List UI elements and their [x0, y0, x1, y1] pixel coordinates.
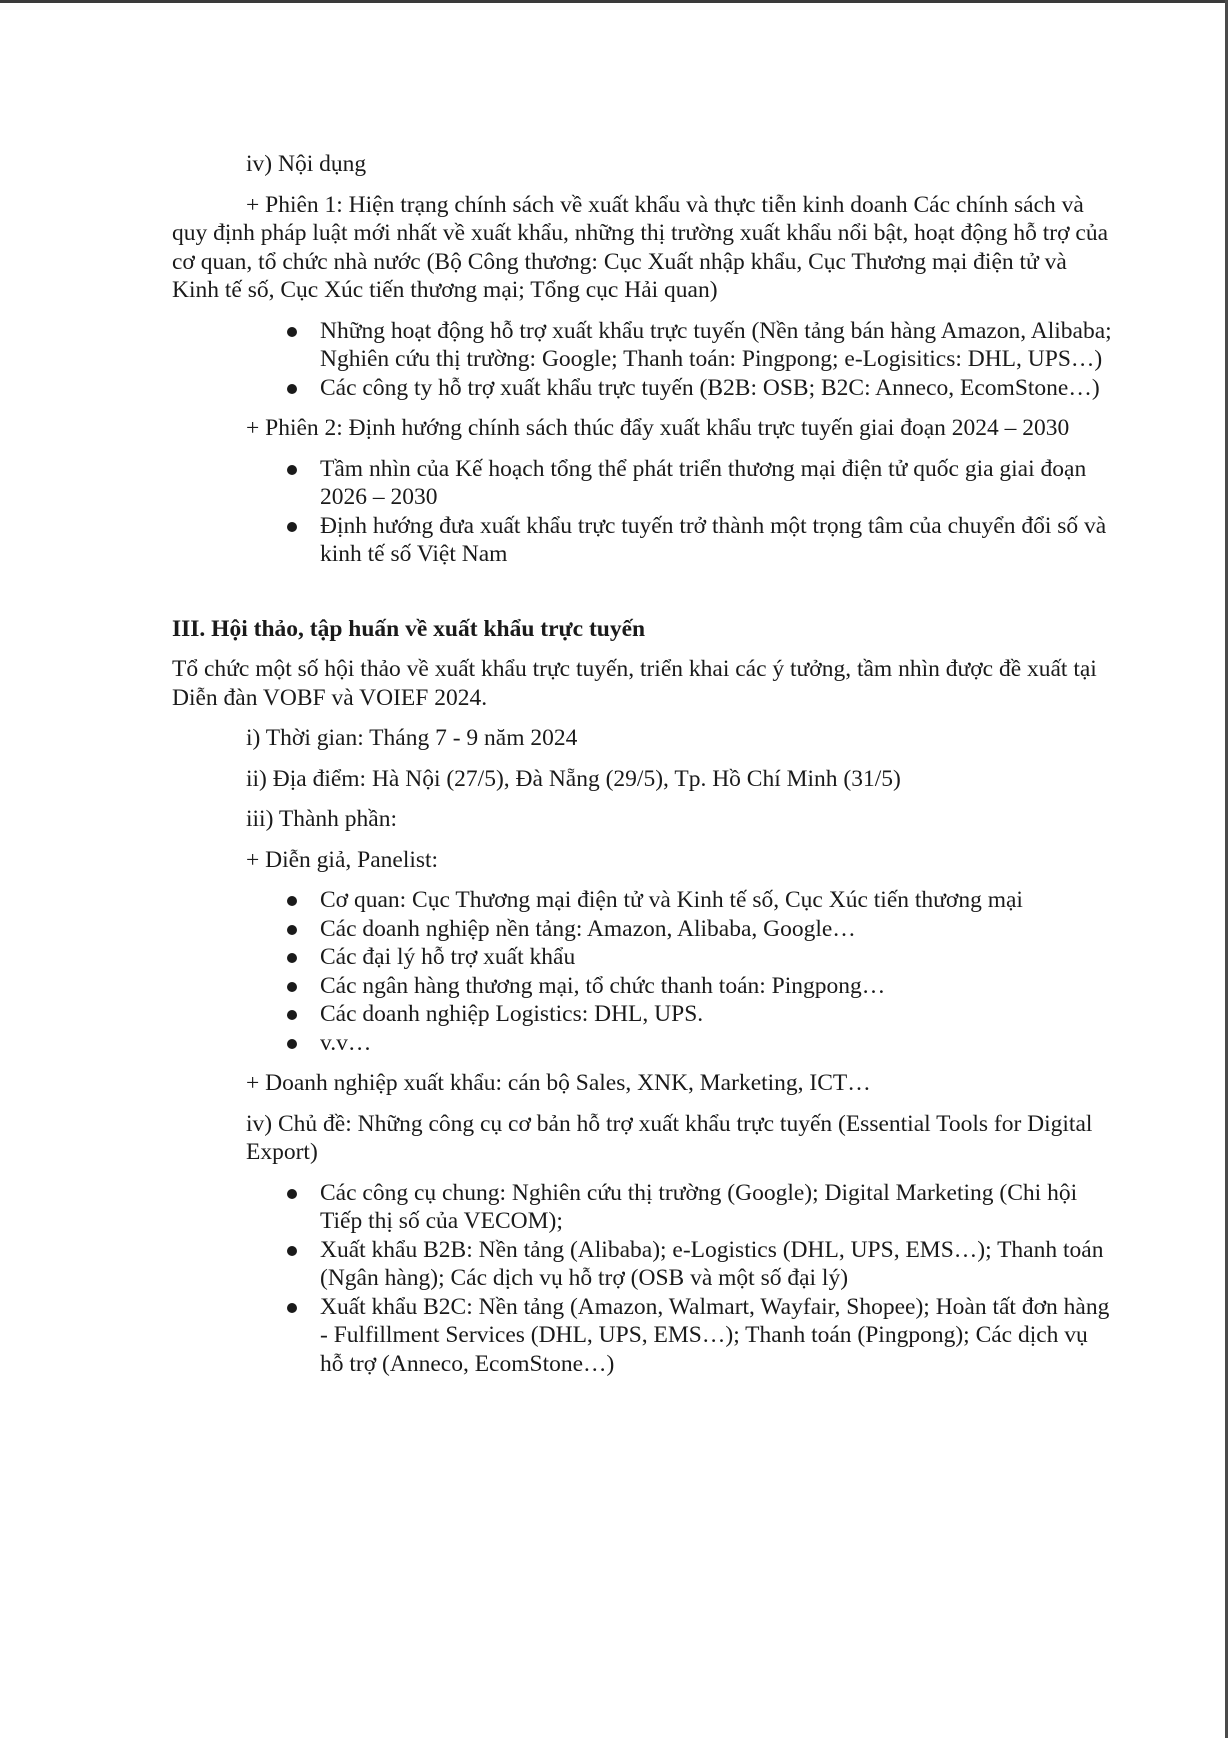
session2-paragraph: + Phiên 2: Định hướng chính sách thúc đẩy xuất khẩu trực tuyến giai đoạn 2024 – 2030 — [246, 415, 1070, 441]
list-item — [320, 943, 1112, 972]
list-item-text: Các công ty hỗ trợ xuất khẩu trực tuyến (B2B: OSB; B2C: Anneco, EcomStone…) — [320, 374, 1100, 401]
list-item — [320, 1236, 1112, 1293]
participants-title: iii) Thành phần: — [246, 806, 397, 832]
list-item-text: Cơ quan: Cục Thương mại điện tử và Kinh tế số, Cục Xúc tiến thương mại — [320, 887, 1023, 913]
topic-paragraph: iv) Chủ đề: Những công cụ cơ bản hỗ trợ xuất khẩu trực tuyến (Essential Tools for Digital Export) — [246, 1110, 1093, 1165]
speakers-bullet-list — [172, 886, 1112, 1057]
list-item — [320, 512, 1112, 569]
list-item-text: Xuất khẩu B2B: Nền tảng (Alibaba); e-Logistics (DHL, UPS, EMS…); Thanh toán (Ngân hàng); Các dịch vụ hỗ trợ (OSB và một số đại lý) — [320, 1236, 1104, 1291]
bullet-icon — [287, 982, 297, 992]
bullet-icon — [287, 327, 297, 337]
bullet-icon — [287, 925, 297, 935]
bullet-icon — [287, 384, 297, 394]
section-3-heading: III. Hội thảo, tập huấn về xuất khẩu trực tuyến — [172, 615, 646, 642]
list-item — [320, 915, 1112, 944]
bullet-icon — [287, 522, 297, 532]
list-item — [320, 1029, 1112, 1058]
list-item-text: Các công cụ chung: Nghiên cứu thị trường (Google); Digital Marketing (Chi hội Tiếp thị số của VECOM); — [320, 1179, 1078, 1234]
list-item-text: Tầm nhìn của Kế hoạch tổng thể phát triển thương mại điện tử quốc gia giai đoạn 2026 – 2030 — [320, 455, 1087, 510]
list-item-text: Các doanh nghiệp Logistics: DHL, UPS. — [320, 1001, 704, 1027]
list-item-text: v.v… — [320, 1029, 372, 1056]
session1-bullet-list — [172, 317, 1112, 403]
session1-paragraph: + Phiên 1: Hiện trạng chính sách về xuất khẩu và thực tiễn kinh doanh Các chính sách và quy định pháp luật mới nhất về xuất khẩu, những thị trường xuất khẩu nổi bật, hoạt động hỗ trợ của cơ quan, tổ chức nhà nước (Bộ Công thương: Cục Xuất nhập khẩu, Cục Thương mại điện tử và Kinh tế số, Cục Xúc tiến thương mại; Tổng cục Hải quan) — [172, 191, 1109, 303]
bullet-icon — [287, 1303, 297, 1313]
list-item — [320, 1000, 1112, 1029]
bullet-icon — [287, 953, 297, 963]
section-3-intro: Tổ chức một số hội thảo về xuất khẩu trực tuyến, triển khai các ý tưởng, tầm nhìn được đề xuất tại Diễn đàn VOBF và VOIEF 2024. — [172, 656, 1097, 711]
bullet-icon — [287, 896, 297, 906]
list-item — [320, 972, 1112, 1001]
document-page — [172, 150, 1112, 1378]
list-item-text: Các ngân hàng thương mại, tổ chức thanh toán: Pingpong… — [320, 972, 886, 999]
speakers-title: + Diễn giả, Panelist: — [246, 846, 439, 873]
bullet-icon — [287, 1010, 297, 1020]
list-item — [320, 886, 1112, 915]
bullet-icon — [287, 465, 297, 475]
list-item — [320, 1179, 1112, 1236]
exporters-line: + Doanh nghiệp xuất khẩu: cán bộ Sales, XNK, Marketing, ICT… — [246, 1070, 871, 1096]
event-location: ii) Địa điểm: Hà Nội (27/5), Đà Nẵng (29/5), Tp. Hồ Chí Minh (31/5) — [246, 765, 901, 792]
bullet-icon — [287, 1246, 297, 1256]
list-item-text: Các doanh nghiệp nền tảng: Amazon, Alibaba, Google… — [320, 915, 856, 942]
list-item — [320, 374, 1112, 403]
session2-bullet-list — [172, 455, 1112, 569]
list-item — [320, 1293, 1112, 1379]
event-time: i) Thời gian: Tháng 7 - 9 năm 2024 — [246, 725, 578, 751]
list-item — [320, 317, 1112, 374]
window-top-border — [0, 0, 1228, 3]
section-iv-title: iv) Nội dụng — [246, 151, 367, 177]
list-item-text: Xuất khẩu B2C: Nền tảng (Amazon, Walmart, Wayfair, Shopee); Hoàn tất đơn hàng - Fulfillment Services (DHL, UPS, EMS…); Thanh toán (Pingpong); Các dịch vụ hỗ trợ (Anneco, EcomStone…) — [320, 1293, 1110, 1377]
bullet-icon — [287, 1189, 297, 1199]
list-item — [320, 455, 1112, 512]
bullet-icon — [287, 1039, 297, 1049]
topic-bullet-list — [172, 1179, 1112, 1379]
list-item-text: Những hoạt động hỗ trợ xuất khẩu trực tuyến (Nền tảng bán hàng Amazon, Alibaba; Nghiên cứu thị trường: Google; Thanh toán: Pingpong; e-Logisitics: DHL, UPS…) — [320, 317, 1112, 372]
list-item-text: Các đại lý hỗ trợ xuất khẩu — [320, 944, 576, 970]
list-item-text: Định hướng đưa xuất khẩu trực tuyến trở thành một trọng tâm của chuyển đổi số và kinh tế số Việt Nam — [320, 512, 1107, 567]
